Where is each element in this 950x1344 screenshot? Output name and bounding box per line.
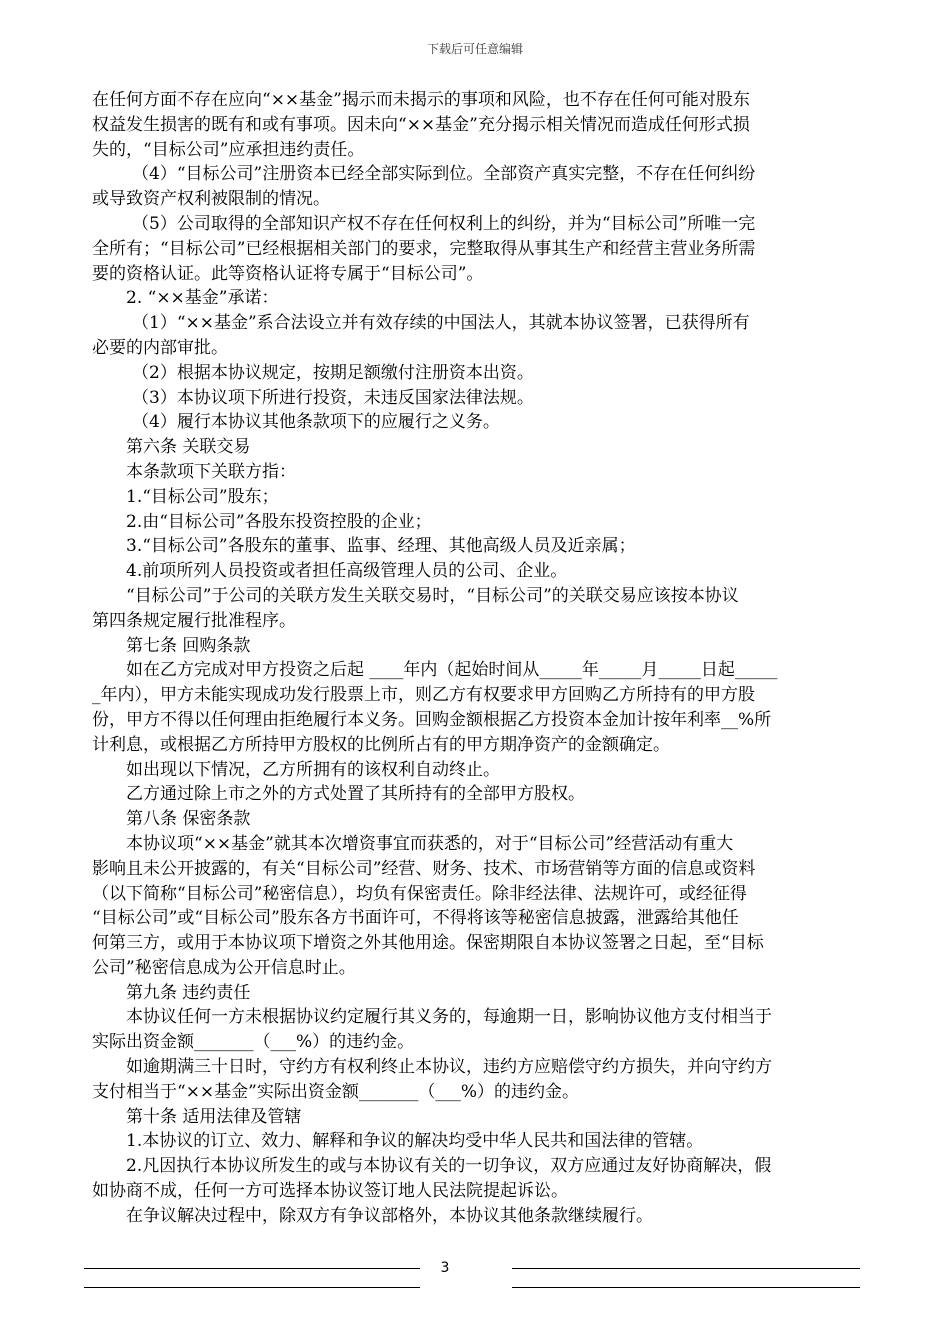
footer-rule-right-top bbox=[512, 1268, 860, 1269]
text-line: 在争议解决过程中，除双方有争议部格外，本协议其他条款继续履行。 bbox=[126, 1205, 653, 1226]
text-line: 第七条 回购条款 bbox=[126, 635, 251, 656]
text-line: 影响且未公开披露的，有关“目标公司”经营、财务、技术、市场营销等方面的信息或资料 bbox=[92, 858, 756, 879]
text-line: 本协议项“××基金”就其本次增资事宜而获悉的，对于“目标公司”经营活动有重大 bbox=[126, 833, 734, 854]
text-line: 如协商不成，任何一方可选择本协议签订地人民法院提起诉讼。 bbox=[92, 1181, 568, 1202]
text-line: 乙方通过除上市之外的方式处置了其所持有的全部甲方股权。 bbox=[126, 784, 585, 805]
text-line: 或导致资产权利被限制的情况。 bbox=[92, 189, 330, 210]
footer-rule-left-bottom bbox=[84, 1287, 420, 1288]
footer-rule-right-bottom bbox=[512, 1287, 860, 1288]
text-line: 本条款项下关联方指： bbox=[126, 461, 296, 482]
text-line: 1.“目标公司”股东； bbox=[126, 486, 279, 507]
text-line: （4）“目标公司”注册资本已经全部实际到位。全部资产真实完整，不存在任何纠纷 bbox=[132, 164, 756, 185]
text-line: （5）公司取得的全部知识产权不存在任何权利上的纠纷，并为“目标公司”所唯一完 bbox=[132, 213, 756, 234]
page-header: 下载后可任意编辑 bbox=[426, 42, 523, 56]
text-line: （4）履行本协议其他条款项下的应履行之义务。 bbox=[132, 412, 500, 433]
text-line: 第六条 关联交易 bbox=[126, 437, 251, 458]
text-line: 份，甲方不得以任何理由拒绝履行本义务。回购金额根据乙方投资本金加计按年利率__%所 bbox=[92, 709, 772, 730]
text-line: 在任何方面不存在应向“××基金”揭示而未揭示的事项和风险，也不存在任何可能对股东 bbox=[92, 90, 750, 110]
text-line: 4.前项所列人员投资或者担任高级管理人员的公司、企业。 bbox=[126, 561, 568, 582]
page-footer bbox=[0, 1260, 950, 1300]
text-line: 本协议任何一方未根据协议约定履行其义务的，每逾期一日，影响协议他方支付相当于 bbox=[126, 1007, 772, 1028]
text-line: （3）本协议项下所进行投资，未违反国家法律法规。 bbox=[132, 387, 534, 408]
text-line: 权益发生损害的既有和或有事项。因未向“××基金”充分揭示相关情况而造成任何形式损 bbox=[92, 114, 750, 135]
text-line: 失的，“目标公司”应承担违约责任。 bbox=[92, 139, 365, 160]
footer-rule-left-top bbox=[84, 1268, 420, 1269]
text-line: 何第三方，或用于本协议项下增资之外其他用途。保密期限自本协议签署之日起，至“目标 bbox=[92, 933, 764, 954]
text-line: （1）“××基金”系合法设立并有效存续的中国法人，其就本协议签署，已获得所有 bbox=[132, 313, 750, 334]
page-number: 3 bbox=[440, 1260, 450, 1276]
text-line: 2.由“目标公司”各股东投资控股的企业； bbox=[126, 511, 432, 532]
text-line: 实际出资金额_______（___%）的违约金。 bbox=[92, 1032, 415, 1053]
document-body bbox=[92, 88, 862, 1229]
text-line: 全所有；“目标公司”已经根据相关部门的要求，完整取得从事其生产和经营主营业务所需 bbox=[92, 238, 756, 259]
text-line: 1.本协议的订立、效力、解释和争议的解决均受中华人民共和国法律的管辖。 bbox=[126, 1131, 704, 1152]
text-line: 支付相当于“××基金”实际出资金额_______（___%）的违约金。 bbox=[92, 1081, 580, 1102]
text-line: “目标公司”于公司的关联方发生关联交易时，“目标公司”的关联交易应该按本协议 bbox=[126, 585, 739, 606]
text-line: 第十条 适用法律及管辖 bbox=[126, 1106, 302, 1127]
text-line: 计利息，或根据乙方所持甲方股权的比例所占有的甲方期净资产的金额确定。 bbox=[92, 734, 670, 755]
text-line: 2.凡因执行本协议所发生的或与本协议有关的一切争议，双方应通过友好协商解决，假 bbox=[126, 1156, 772, 1177]
text-line: 第九条 违约责任 bbox=[126, 982, 251, 1003]
text-line: 要的资格认证。此等资格认证将专属于“目标公司”。 bbox=[92, 263, 484, 284]
text-line: 3.“目标公司”各股东的董事、监事、经理、其他高级人员及近亲属； bbox=[126, 536, 636, 557]
text-line: 必要的内部审批。 bbox=[92, 337, 228, 358]
text-line: （2）根据本协议规定，按期足额缴付注册资本出资。 bbox=[132, 362, 534, 383]
text-line: 第八条 保密条款 bbox=[126, 809, 251, 830]
text-line: “目标公司”或“目标公司”股东各方书面许可，不得将该等秘密信息披露，泄露给其他任 bbox=[92, 908, 739, 929]
text-line: 如在乙方完成对甲方投资之后起 ____年内（起始时间从_____年_____月_____日起_____ bbox=[126, 660, 778, 681]
text-line: 如逾期满三十日时，守约方有权利终止本协议，违约方应赔偿守约方损失，并向守约方 bbox=[126, 1057, 772, 1078]
text-line: 如出现以下情况，乙方所拥有的该权利自动终止。 bbox=[126, 759, 500, 780]
text-line: 第四条规定履行批准程序。 bbox=[92, 610, 296, 631]
text-line: 2. “××基金”承诺： bbox=[126, 288, 279, 309]
text-line: _年内），甲方未能实现成功发行股票上市，则乙方有权要求甲方回购乙方所持有的甲方股 bbox=[92, 685, 755, 706]
text-line: （以下简称“目标公司”秘密信息），均负有保密责任。除非经法律、法规许可，或经征得 bbox=[92, 883, 747, 904]
text-line: 公司”秘密信息成为公开信息时止。 bbox=[92, 957, 356, 978]
